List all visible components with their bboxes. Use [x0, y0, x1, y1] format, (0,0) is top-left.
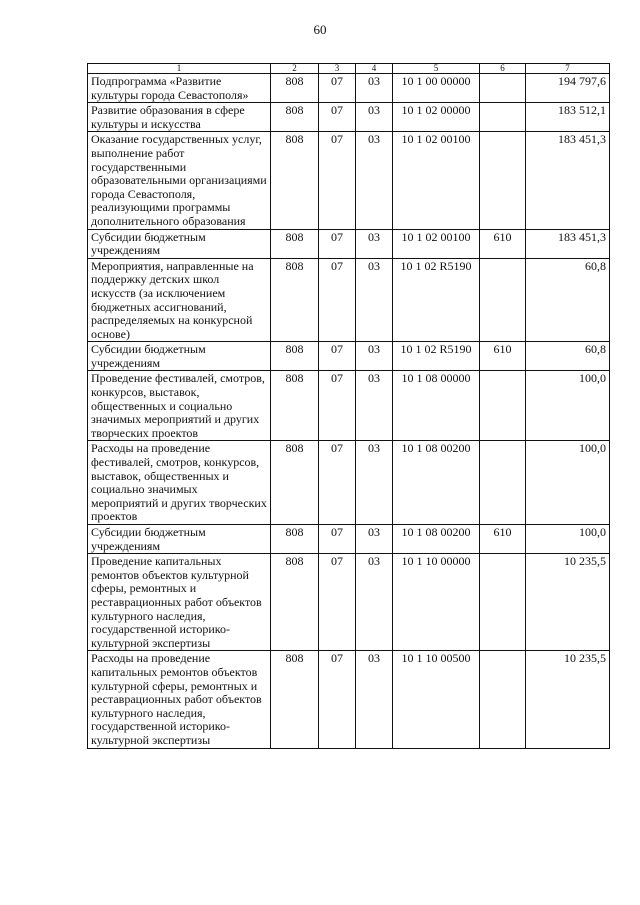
row-name-cell: Субсидии бюджетным учреждениям	[88, 229, 271, 258]
row-col2-cell: 808	[271, 103, 319, 132]
row-col6-cell	[480, 132, 526, 229]
row-col6-cell	[480, 441, 526, 525]
row-col2-cell: 808	[271, 229, 319, 258]
row-col3-cell: 07	[319, 651, 356, 748]
row-col3-cell: 07	[319, 74, 356, 103]
row-col3-cell: 07	[319, 554, 356, 651]
row-col4-cell: 03	[356, 103, 393, 132]
row-amount-cell: 183 451,3	[526, 229, 610, 258]
row-name-cell: Субсидии бюджетным учреждениям	[88, 525, 271, 554]
table-row	[88, 525, 610, 554]
table-row	[88, 342, 610, 371]
column-header-2: 2	[271, 64, 319, 74]
row-col2-cell: 808	[271, 525, 319, 554]
column-header-3: 3	[319, 64, 356, 74]
row-amount-cell: 194 797,6	[526, 74, 610, 103]
row-col2-cell: 808	[271, 441, 319, 525]
table-row	[88, 651, 610, 748]
row-col5-cell: 10 1 02 00100	[393, 229, 480, 258]
row-name-cell: Расходы на проведение капитальных ремонтов объектов культурной сферы, ремонтных и реставрационных работ объектов культурного наследия, государственной историко-культурной экспертизы	[88, 651, 271, 748]
row-col6-cell: 610	[480, 525, 526, 554]
row-col5-cell: 10 1 08 00000	[393, 371, 480, 441]
table-row	[88, 258, 610, 342]
row-name-cell: Оказание государственных услуг, выполнение работ государственными образовательными организациями города Севастополя, реализующими программы дополнительного образования	[88, 132, 271, 229]
row-col3-cell: 07	[319, 371, 356, 441]
table-row	[88, 554, 610, 651]
table-row	[88, 132, 610, 229]
row-col4-cell: 03	[356, 441, 393, 525]
row-col2-cell: 808	[271, 342, 319, 371]
row-name-cell: Мероприятия, направленные на поддержку детских школ искусств (за исключением бюджетных ассигнований, распределяемых на конкурсной основе)	[88, 258, 271, 342]
row-col4-cell: 03	[356, 525, 393, 554]
row-col5-cell: 10 1 08 00200	[393, 441, 480, 525]
row-col2-cell: 808	[271, 258, 319, 342]
row-col4-cell: 03	[356, 371, 393, 441]
row-col3-cell: 07	[319, 132, 356, 229]
row-name-cell: Проведение фестивалей, смотров, конкурсов, выставок, общественных и социально значимых мероприятий и других творческих проектов	[88, 371, 271, 441]
row-col5-cell: 10 1 02 R5190	[393, 342, 480, 371]
row-amount-cell: 100,0	[526, 371, 610, 441]
row-col6-cell	[480, 371, 526, 441]
table-row	[88, 229, 610, 258]
row-col5-cell: 10 1 02 R5190	[393, 258, 480, 342]
row-col6-cell	[480, 651, 526, 748]
row-amount-cell: 100,0	[526, 525, 610, 554]
row-col5-cell: 10 1 10 00000	[393, 554, 480, 651]
row-name-cell: Расходы на проведение фестивалей, смотров, конкурсов, выставок, общественных и социально значимых мероприятий и других творческих проектов	[88, 441, 271, 525]
table-row	[88, 371, 610, 441]
row-col3-cell: 07	[319, 441, 356, 525]
row-col3-cell: 07	[319, 525, 356, 554]
row-col2-cell: 808	[271, 651, 319, 748]
table-row	[88, 74, 610, 103]
row-col5-cell: 10 1 02 00100	[393, 132, 480, 229]
row-amount-cell: 183 512,1	[526, 103, 610, 132]
row-col4-cell: 03	[356, 132, 393, 229]
row-amount-cell: 183 451,3	[526, 132, 610, 229]
row-col5-cell: 10 1 02 00000	[393, 103, 480, 132]
budget-table	[87, 63, 610, 749]
row-col6-cell: 610	[480, 342, 526, 371]
row-col3-cell: 07	[319, 229, 356, 258]
row-amount-cell: 100,0	[526, 441, 610, 525]
row-col4-cell: 03	[356, 342, 393, 371]
row-col4-cell: 03	[356, 74, 393, 103]
row-col4-cell: 03	[356, 229, 393, 258]
row-col4-cell: 03	[356, 258, 393, 342]
table-body	[88, 74, 610, 749]
row-col4-cell: 03	[356, 554, 393, 651]
row-col2-cell: 808	[271, 371, 319, 441]
row-col5-cell: 10 1 00 00000	[393, 74, 480, 103]
column-number-row	[88, 64, 610, 74]
row-name-cell: Проведение капитальных ремонтов объектов культурной сферы, ремонтных и реставрационных работ объектов культурного наследия, государственной историко-культурной экспертизы	[88, 554, 271, 651]
row-amount-cell: 60,8	[526, 258, 610, 342]
row-name-cell: Развитие образования в сфере культуры и искусства	[88, 103, 271, 132]
column-header-1: 1	[88, 64, 271, 74]
row-col6-cell: 610	[480, 229, 526, 258]
row-col2-cell: 808	[271, 132, 319, 229]
column-header-6: 6	[480, 64, 526, 74]
page-number: 60	[313, 22, 327, 37]
row-col2-cell: 808	[271, 74, 319, 103]
table-row	[88, 441, 610, 525]
row-amount-cell: 10 235,5	[526, 651, 610, 748]
column-header-5: 5	[393, 64, 480, 74]
column-header-4: 4	[356, 64, 393, 74]
row-col2-cell: 808	[271, 554, 319, 651]
row-col5-cell: 10 1 10 00500	[393, 651, 480, 748]
table-row	[88, 103, 610, 132]
row-col5-cell: 10 1 08 00200	[393, 525, 480, 554]
row-amount-cell: 10 235,5	[526, 554, 610, 651]
row-col6-cell	[480, 258, 526, 342]
row-col6-cell	[480, 554, 526, 651]
row-amount-cell: 60,8	[526, 342, 610, 371]
row-col3-cell: 07	[319, 103, 356, 132]
row-col6-cell	[480, 74, 526, 103]
row-col3-cell: 07	[319, 258, 356, 342]
row-name-cell: Субсидии бюджетным учреждениям	[88, 342, 271, 371]
row-col6-cell	[480, 103, 526, 132]
row-col3-cell: 07	[319, 342, 356, 371]
column-header-7: 7	[526, 64, 610, 74]
row-name-cell: Подпрограмма «Развитие культуры города Севастополя»	[88, 74, 271, 103]
row-col4-cell: 03	[356, 651, 393, 748]
